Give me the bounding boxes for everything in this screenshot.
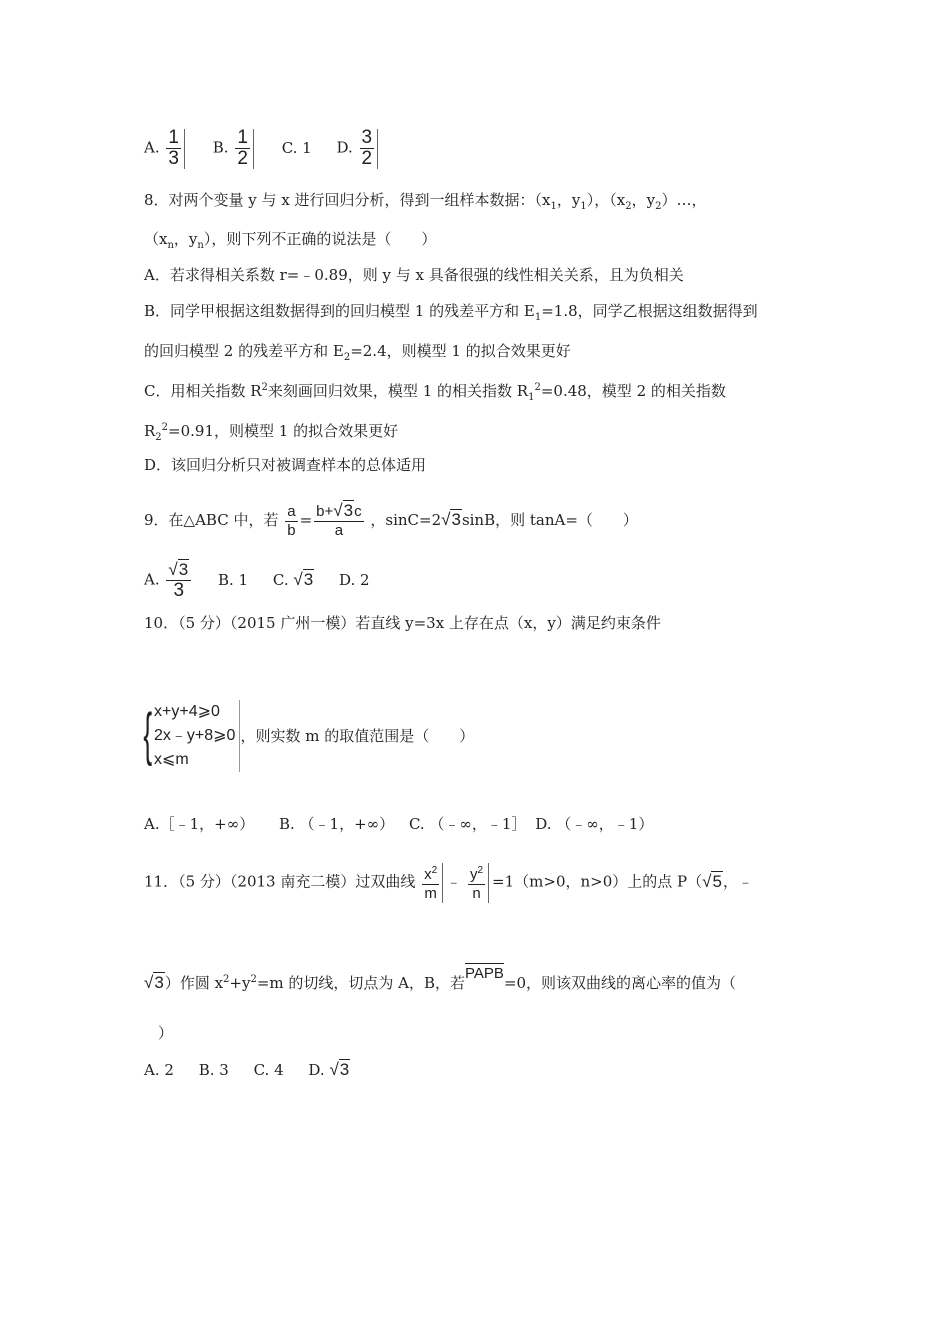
q10-option-c: C. （﹣∞，﹣1］ — [408, 815, 527, 833]
sqrt: √3 — [441, 510, 461, 529]
q9-option-c: C. √3 — [272, 569, 314, 589]
sqrt: √3 — [329, 1060, 350, 1079]
q9-option-b: B. 1 — [217, 570, 249, 589]
q11-option-d: D. √3 — [308, 1060, 350, 1079]
q7-option-c: C. 1 — [281, 138, 312, 157]
q9-options — [144, 560, 390, 601]
q9-option-d: D. 2 — [338, 570, 370, 589]
q7-option-a: A. $\frac{1}{3}$ — [144, 128, 188, 169]
fraction: $\frac{x^2}{m}$ — [422, 862, 439, 903]
sqrt: √5 — [702, 871, 722, 891]
q9-option-a: A. $\frac{√3}{3}$ — [144, 560, 193, 601]
fraction: $\frac{√3}{3}$ — [166, 560, 191, 601]
q7-option-d: D. $\frac{3}{2}$ — [337, 128, 382, 169]
q7-option-b: B. $\frac{1}{2}$ — [213, 128, 257, 169]
q11-options — [144, 1060, 370, 1080]
fraction: $\frac{1}{3}$ — [168, 127, 179, 169]
q11-option-c: C. 4 — [253, 1061, 284, 1079]
inequality-system: { x+y+4⩾0 2x﹣y+8⩾0 x⩽m — [144, 700, 240, 772]
q10-constraints: { x+y+4⩾0 2x﹣y+8⩾0 x⩽m ，则实数 m 的取值范围是（ ） — [144, 700, 474, 772]
q10-option-b: B. （﹣1，+∞） — [279, 815, 395, 833]
fraction: $\frac{y^2}{n}$ — [468, 862, 485, 903]
sqrt: √3 — [333, 501, 354, 520]
q8-option-d: D．该回归分析只对被调查样本的总体适用 — [144, 456, 427, 474]
fraction: $\frac{1}{2}$ — [237, 127, 248, 169]
vector-pa-pb: PAPB — [465, 965, 504, 982]
q10-options — [144, 814, 673, 834]
q11-stem-line3: ） — [158, 1024, 174, 1042]
fraction: $\frac{a}{b}$ — [287, 502, 296, 539]
q11-stem-line2: √3）作圆 $x^2+y^2=m$ 的切线，切点为 A，B，若PAPB=0，则该双曲线的离心率的值为（ — [144, 965, 737, 992]
q11-option-b: B. 3 — [198, 1061, 229, 1079]
q7-options — [144, 128, 401, 169]
q10-option-d: D. （﹣∞，﹣1） — [535, 815, 654, 833]
q8-option-a: A．若求得相关系数 r=﹣0.89，则 y 与 x 具备很强的线性相关关系，且为负相关 — [144, 266, 684, 284]
q8-option-c-line1: C．用相关指数 $R^2$来刻画回归效果，模型 1 的相关指数 $R_1^2=0.48$，模型 2 的相关指数 — [144, 382, 726, 403]
q11-option-a: A. 2 — [144, 1061, 174, 1079]
q8-option-c-line2: $R_2^2=0.91$，则模型 1 的拟合效果更好 — [144, 422, 399, 443]
q11-stem-line1: 11．（5 分）（2013 南充二模）过双曲线 $\frac{x^2}{m}$ ﹣ $\frac{y^2}{n}$ =1（m>0，n>0）上的点 P（√5，﹣ — [144, 862, 753, 903]
q8-stem-line1: 8．对两个变量 y 与 x 进行回归分析，得到一组样本数据：（$x_1$，$y_1$），（$x_2$，$y_2)\dots$， — [144, 191, 707, 212]
fraction: $\frac{3}{2}$ — [361, 127, 373, 169]
q8-option-b-line1: B．同学甲根据这组数据得到的回归模型 1 的残差平方和 $E_1=1.8$，同学乙根据这组数据得到 — [144, 302, 758, 323]
sqrt: √3 — [293, 569, 314, 589]
sqrt: √3 — [144, 973, 164, 992]
q9-stem: 9．在△ABC 中，若 $\frac{a}{b}$ = $\frac{b+√3c}{a}$ ，sinC=2√3sinB，则 tanA=（ ） — [144, 501, 638, 539]
q8-stem-line2: （$x_n$，$y_n$），则下列不正确的说法是（ ） — [144, 230, 437, 251]
q10-stem: 10．（5 分）（2015 广州一模）若直线 y=3x 上存在点（x，y）满足约束条件 — [144, 614, 661, 632]
fraction: $\frac{b+√3c}{a}$ — [316, 501, 362, 539]
q8-option-b-line2: 的回归模型 2 的残差平方和 $E_2=2.4$，则模型 1 的拟合效果更好 — [144, 342, 571, 363]
q10-option-a: A.［﹣1，+∞） — [144, 815, 255, 833]
